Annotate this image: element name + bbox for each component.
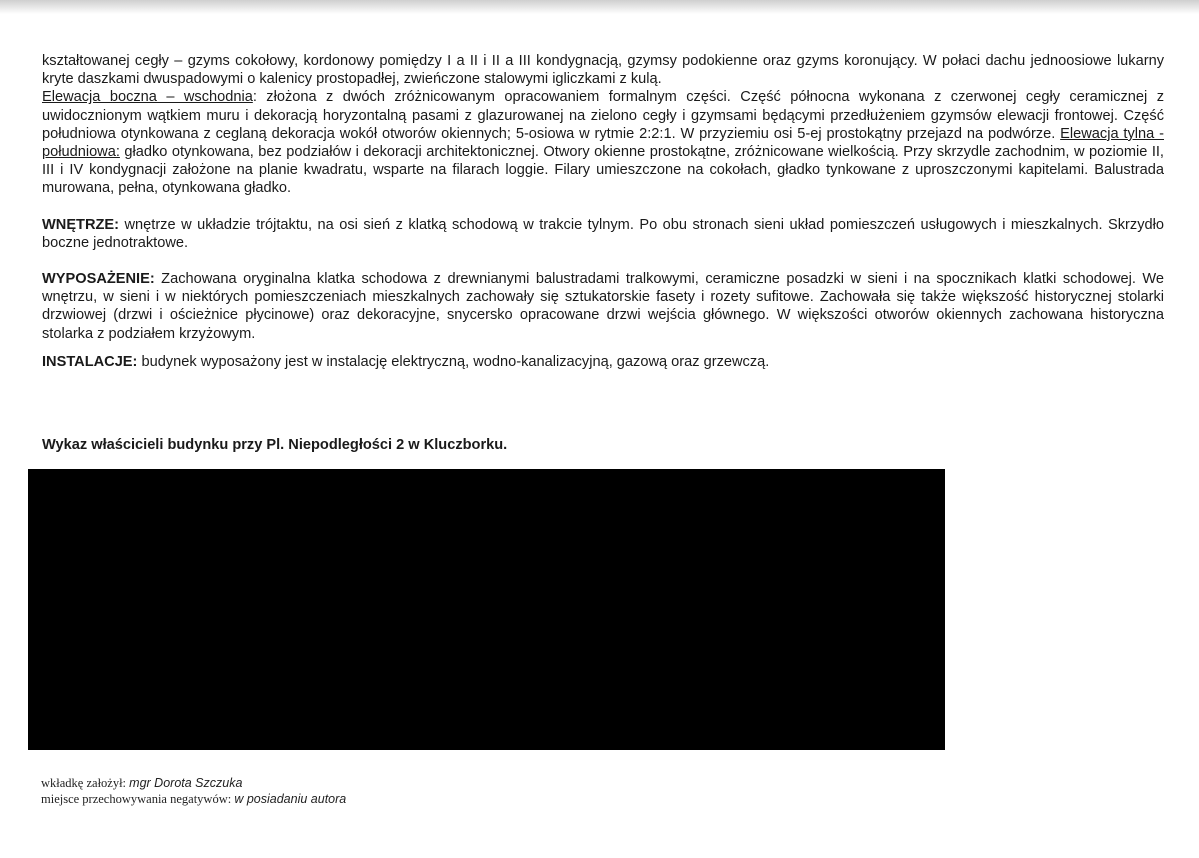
interior-text: wnętrze w układzie trójtaktu, na osi sień z klatką schodową w trakcie tylnym. Po obu stronach sieni układ pomieszczeń usługowych i mieszkalnych. Skrzydło boczne jednotraktowe. [42,216,1164,251]
paragraph-equipment [42,270,1164,343]
interior-label: WNĘTRZE: [42,216,120,233]
installations-text: budynek wyposażony jest w instalację elektryczną, wodno-kanalizacyjną, gazową oraz grzewczą. [137,353,770,370]
rear-facade-text: gładko otynkowana, bez podziałów i dekoracji architektonicznej. Otwory okienne prostokątne, zróżnicowane wielkością. Przy skrzydle zachodnim, w poziomie II, III i IV kondygnacji założone na planie kwadratu, wsparte na filarach loggie. Filary umieszczone na cokołach, gładko tynkowane z uproszczonymi kapitelami. Balustrada murowana, pełna, otynkowana gładko. [42,144,1164,197]
paragraph-front-facade-continued [42,52,1164,88]
equipment-text: Zachowana oryginalna klatka schodowa z drewnianymi balustradami tralkowymi, ceramiczne posadzki w sieni i na spocznikach klatki schodowej. We wnętrzu, w sieni i w niektórych pomieszczeniach mieszkalnych zachowały się sztukatorskie fasety i rozety sufitowe. Zachowała się także większość historycznej stolarki drzwiowej (drzwi i ościeżnice płycinowe) oraz dekoracyjne, snycersko opracowane drzwi wejścia głównego. W większości otworów okiennych zachowana historyczna stolarka z podziałem krzyżowym. [42,271,1164,342]
installations-label: INSTALACJE: [42,353,138,370]
owners-list-heading: Wykaz właścicieli budynku przy Pl. Niepodległości 2 w Kluczborku. [42,437,508,453]
side-facade-text: : złożona z dwóch zróżnicowanym opracowaniem formalnym części. Część północna wykonana z czerwonej cegły ceramicznej z uwidocznionym wątkiem muru i dekoracją horyzontalną pasami z glazurowanej na zielono cegły i gzymsami będącymi przedłużeniem gzymsów elewacji frontowej. Część południowa otynkowana z ceglaną dekoracja wokół otworów okiennych; 5-osiowa w rytmie 2:2:1. W przyziemiu osi 5-ej prostokątny przejazd na podwórze. [42,89,1164,142]
rear-facade-label: Elewacja tylna - południowa: [42,125,1164,161]
negatives-value: w posiadaniu autora [234,792,347,806]
equipment-label: WYPOSAŻENIE: [42,271,155,288]
scan-top-edge [0,0,1199,14]
document-body [42,52,1164,371]
footer-author-line [41,775,346,791]
front-facade-text: kształtowanej cegły – gzyms cokołowy, kordonowy pomiędzy I a II i II a III kondygnacją, gzymsy podokienne oraz gzyms koronujący. W połaci dachu jednoosiowe lukarny kryte daszkami dwuspadowymi o kalenicy prostopadłej, zwieńczone stalowymi igliczkami z kulą. [42,53,1164,88]
paragraph-installations [42,353,1164,371]
side-facade-label: Elewacja boczna – wschodnia [42,89,253,106]
redacted-owners-table [28,469,945,750]
negatives-label: miejsce przechowywania negatywów: [41,792,235,806]
author-value: mgr Dorota Szczuka [129,776,243,790]
paragraph-facades [42,88,1164,197]
paragraph-interior [42,216,1164,252]
author-label: wkładkę założył: [41,776,130,790]
document-footer [41,775,346,807]
footer-negatives-line [41,791,346,807]
